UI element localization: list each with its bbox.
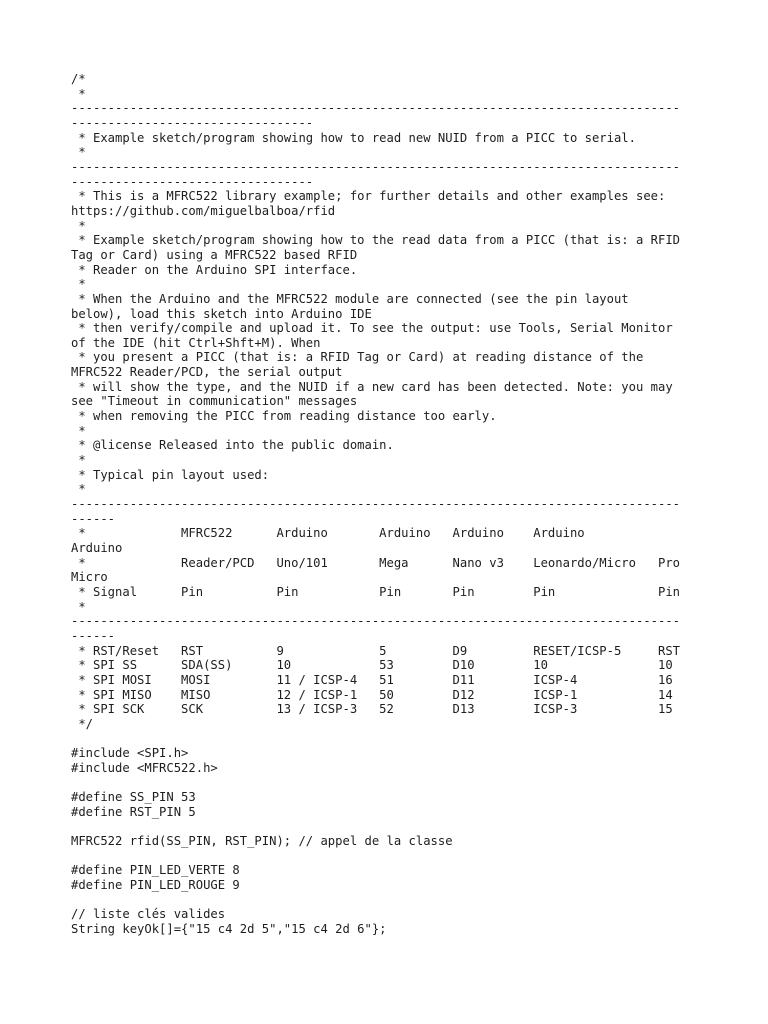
code-line: below), load this sketch into Arduino IDE	[71, 306, 372, 321]
code-line: * Example sketch/program showing how to read new NUID from a PICC to serial.	[71, 130, 636, 145]
code-line: -----------------------------------------------------------------------------------	[71, 101, 681, 116]
code-line: MFRC522 rfid(SS_PIN, RST_PIN); // appel de la classe	[71, 834, 453, 849]
code-line: *	[71, 453, 86, 468]
code-line: * SPI SCK SCK 13 / ICSP-3 52 D13 ICSP-3 15	[71, 702, 673, 717]
code-line: * @license Released into the public domain.	[71, 438, 394, 453]
code-line: #include <MFRC522.h>	[71, 760, 218, 775]
code-line: * when removing the PICC from reading distance too early.	[71, 409, 497, 424]
code-line: // liste clés valides	[71, 907, 226, 922]
code-line: ------	[71, 511, 116, 526]
code-line: * Signal Pin Pin Pin Pin Pin Pin	[71, 584, 681, 599]
code-line	[71, 893, 701, 908]
code-line: see "Timeout in communication" messages	[71, 394, 358, 409]
code-line: * SPI MISO MISO 12 / ICSP-1 50 D12 ICSP-1 14	[71, 687, 673, 702]
code-line: #define PIN_LED_VERTE 8	[71, 863, 240, 878]
code-line: String keyOk[]={"15 c4 2d 5","15 c4 2d 6"};	[71, 922, 387, 937]
code-line: Arduino	[71, 541, 123, 555]
code-line: MFRC522 Reader/PCD, the serial output	[71, 365, 343, 380]
code-line: *	[71, 599, 86, 614]
code-line: */	[71, 716, 94, 731]
code-line: * When the Arduino and the MFRC522 module are connected (see the pin layout	[71, 291, 629, 306]
code-line: *	[71, 145, 86, 160]
code-line: * Example sketch/program showing how to the read data from a PICC (that is: a RFID	[71, 233, 681, 248]
code-line: *	[71, 277, 86, 292]
code-line: ---------------------------------	[71, 115, 314, 130]
code-line: *	[71, 423, 86, 438]
code-line: -----------------------------------------------------------------------------------	[71, 497, 681, 512]
code-line: -----------------------------------------------------------------------------------	[71, 614, 681, 629]
code-line: * SPI MOSI MOSI 11 / ICSP-4 51 D11 ICSP-4 16	[71, 672, 673, 687]
code-line: #define PIN_LED_ROUGE 9	[71, 878, 240, 893]
code-line: #define RST_PIN 5	[71, 804, 196, 819]
code-line: #include <SPI.h>	[71, 746, 189, 761]
code-line: *	[71, 482, 86, 497]
code-line: * then verify/compile and upload it. To see the output: use Tools, Serial Monitor	[71, 321, 673, 336]
code-line: * Typical pin layout used:	[71, 467, 270, 482]
code-line: -----------------------------------------------------------------------------------	[71, 159, 681, 174]
code-line	[71, 732, 701, 747]
code-document	[71, 72, 701, 937]
code-line: * SPI SS SDA(SS) 10 53 D10 10 10	[71, 658, 673, 673]
code-line: Tag or Card) using a MFRC522 based RFID	[71, 247, 358, 262]
code-line: * you present a PICC (that is: a RFID Tag or Card) at reading distance of the	[71, 350, 644, 365]
code-line: * Reader on the Arduino SPI interface.	[71, 262, 358, 277]
code-line: /*	[71, 72, 86, 86]
code-line: * This is a MFRC522 library example; for further details and other examples see:	[71, 189, 666, 204]
code-line: https://github.com/miguelbalboa/rfid	[71, 203, 336, 218]
code-line: * RST/Reset RST 9 5 D9 RESET/ICSP-5 RST	[71, 643, 681, 658]
code-line: #define SS_PIN 53	[71, 790, 196, 805]
code-line	[71, 776, 701, 791]
code-line: ------	[71, 628, 116, 643]
code-line	[71, 819, 701, 834]
code-line: of the IDE (hit Ctrl+Shft+M). When	[71, 335, 321, 350]
code-line: *	[71, 86, 86, 101]
code-line: * MFRC522 Arduino Arduino Arduino Arduino	[71, 526, 585, 541]
code-line: Micro	[71, 570, 108, 585]
code-line: *	[71, 218, 86, 233]
code-line: * will show the type, and the NUID if a new card has been detected. Note: you may	[71, 379, 673, 394]
code-line: * Reader/PCD Uno/101 Mega Nano v3 Leonardo/Micro Pro	[71, 555, 681, 570]
code-line: ---------------------------------	[71, 174, 314, 189]
code-line	[71, 849, 701, 864]
